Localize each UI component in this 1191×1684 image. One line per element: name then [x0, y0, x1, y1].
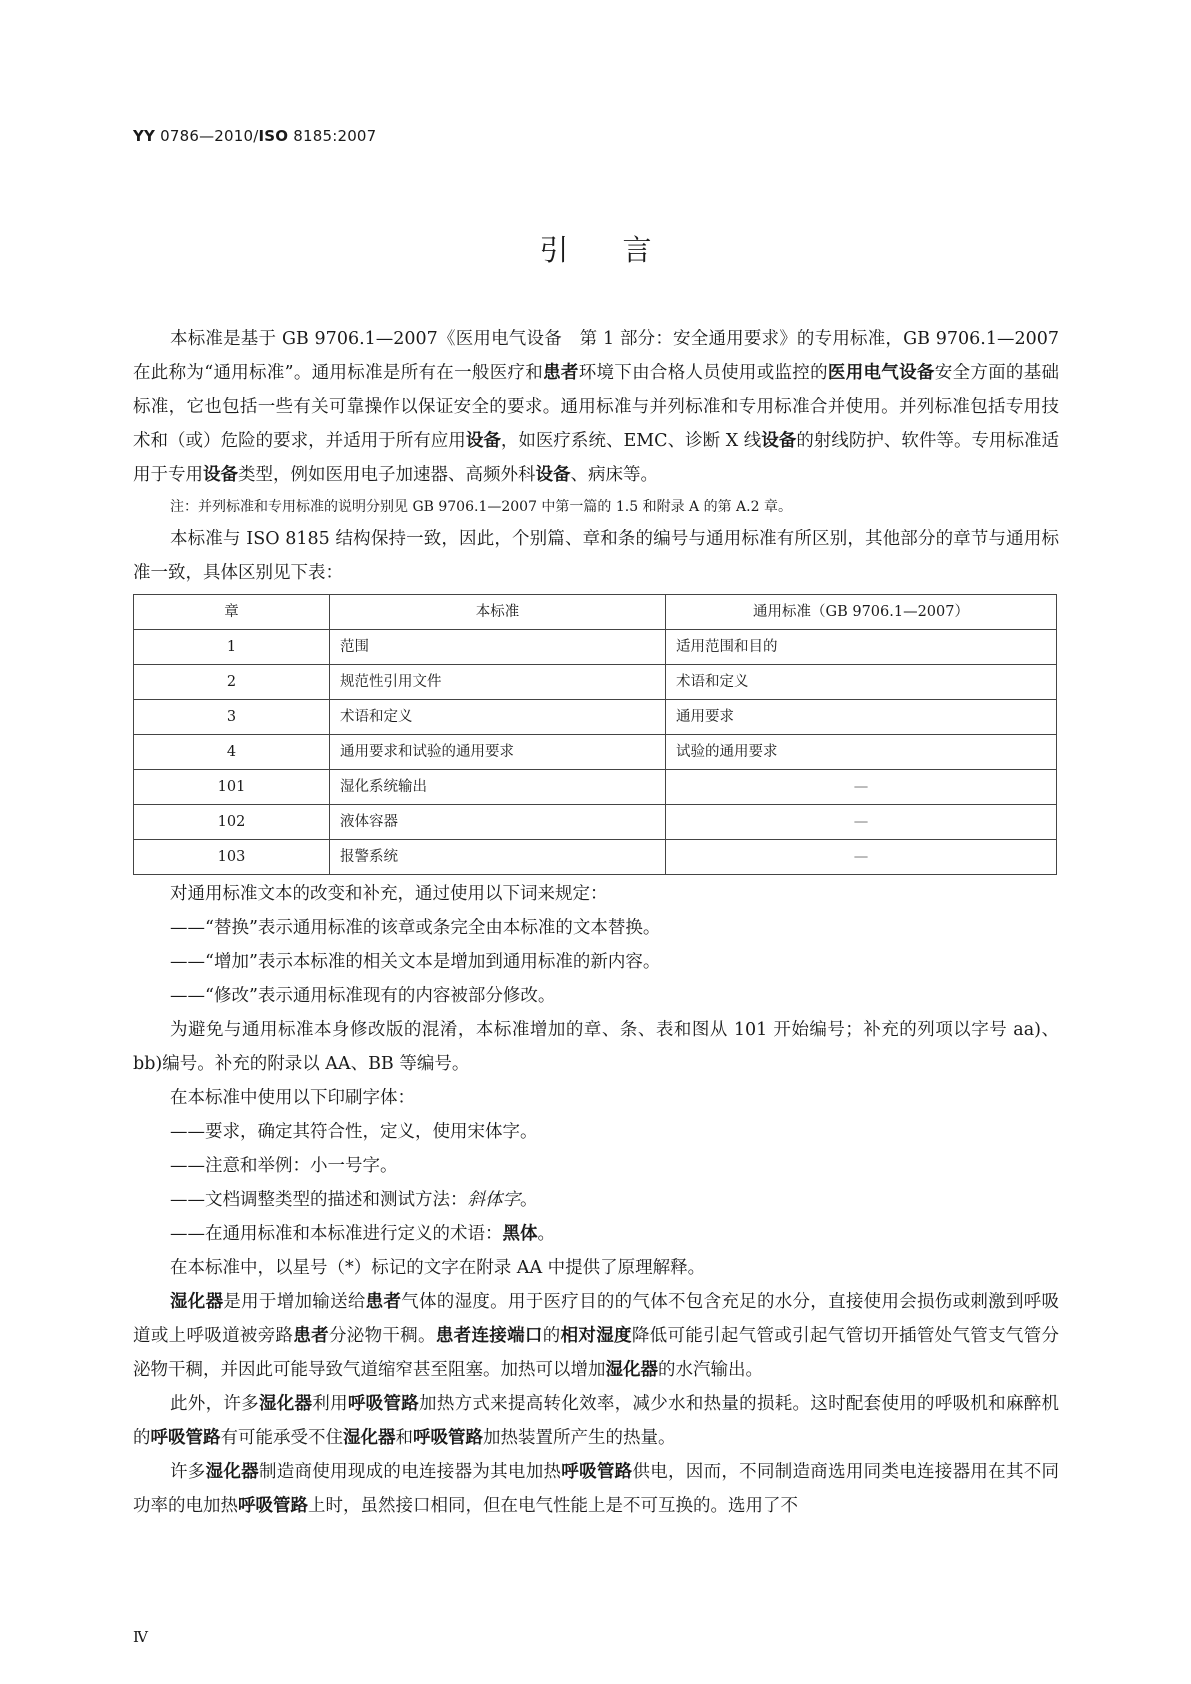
cell-general-standard: 试验的通用要求 — [666, 735, 1057, 770]
table-row — [134, 700, 1057, 735]
intro-paragraph-4: 为避免与通用标准本身修改版的混淆，本标准增加的章、条、表和图从 101 开始编号；补充的列项以字号 aa)、bb)编号。补充的附录以 AA、BB 等编号。 — [133, 1020, 1059, 1074]
cell-general-standard: 术语和定义 — [666, 665, 1057, 700]
table-row — [134, 840, 1057, 875]
table-row — [134, 735, 1057, 770]
list-item-font-notes: ——注意和举例：小一号字。 — [170, 1156, 398, 1176]
cell-chapter: 4 — [134, 735, 330, 770]
table-row — [134, 770, 1057, 805]
note: 注：并列标准和专用标准的说明分别见 GB 9706.1—2007 中第一篇的 1.5 和附录 A 的第 A.2 章。 — [170, 499, 792, 515]
document-body — [133, 322, 1059, 1523]
list-item-font-tests: ——文档调整类型的描述和测试方法：斜体字。 — [170, 1190, 538, 1210]
intro-paragraph-3: 对通用标准文本的改变和补充，通过使用以下词来规定： — [170, 884, 608, 904]
intro-paragraph-6: 在本标准中，以星号（*）标记的文字在附录 AA 中提供了原理解释。 — [170, 1258, 706, 1278]
cell-chapter: 102 — [134, 805, 330, 840]
cell-chapter: 103 — [134, 840, 330, 875]
intro-paragraph-7: 湿化器是用于增加输送给患者气体的湿度。用于医疗目的的气体不包含充足的水分，直接使用会损伤或刺激到呼吸道或上呼吸道被旁路患者分泌物干稠。患者连接端口的相对湿度降低可能引起气管或引起气管切开插管处气管支气管分泌物干稠，并因此可能导致气道缩窄甚至阻塞。加热可以增加湿化器的水汽输出。 — [133, 1292, 1060, 1380]
cell-chapter: 2 — [134, 665, 330, 700]
cell-this-standard: 湿化系统输出 — [330, 770, 666, 805]
cell-general-standard: 通用要求 — [666, 700, 1057, 735]
cell-general-standard: — — [666, 770, 1057, 805]
list-item-font-terms: ——在通用标准和本标准进行定义的术语：黑体。 — [170, 1224, 555, 1244]
header-this-standard: 本标准 — [330, 595, 666, 630]
cell-this-standard: 报警系统 — [330, 840, 666, 875]
intro-paragraph-5: 在本标准中使用以下印刷字体： — [170, 1088, 415, 1108]
page-number: Ⅳ — [133, 1628, 148, 1646]
table-header-row — [134, 595, 1057, 630]
table-row — [134, 665, 1057, 700]
table-row — [134, 630, 1057, 665]
header-chapter: 章 — [134, 595, 330, 630]
cell-this-standard: 范围 — [330, 630, 666, 665]
cell-chapter: 1 — [134, 630, 330, 665]
cell-this-standard: 液体容器 — [330, 805, 666, 840]
intro-paragraph-1: 本标准是基于 GB 9706.1—2007《医用电气设备 第 1 部分：安全通用要求》的专用标准，GB 9706.1—2007 在此称为“通用标准”。通用标准是所有在一般医疗和患者环境下由合格人员使用或监控的医用电气设备安全方面的基础标准，它也包括一些有关可靠操作以保证安全的要求。通用标准与并列标准和专用标准合并使用。并列标准包括专用技术和（或）危险的要求，并适用于所有应用设备，如医疗系统、EMC、诊断 X 线设备的射线防护、软件等。专用标准适用于专用设备类型，例如医用电子加速器、高频外科设备、病床等。 — [133, 329, 1060, 485]
list-item-add: ——“增加”表示本标准的相关文本是增加到通用标准的新内容。 — [170, 952, 661, 972]
intro-paragraph-8: 此外，许多湿化器利用呼吸管路加热方式来提高转化效率，减少水和热量的损耗。这时配套使用的呼吸机和麻醉机的呼吸管路有可能承受不住湿化器和呼吸管路加热装置所产生的热量。 — [133, 1394, 1060, 1448]
cell-chapter: 101 — [134, 770, 330, 805]
list-item-replace: ——“替换”表示通用标准的该章或条完全由本标准的文本替换。 — [170, 918, 661, 938]
cell-this-standard: 规范性引用文件 — [330, 665, 666, 700]
table-row — [134, 805, 1057, 840]
cell-this-standard: 术语和定义 — [330, 700, 666, 735]
cell-general-standard: — — [666, 805, 1057, 840]
list-item-font-requirements: ——要求，确定其符合性，定义，使用宋体字。 — [170, 1122, 538, 1142]
cell-this-standard: 通用要求和试验的通用要求 — [330, 735, 666, 770]
chapter-comparison-table — [133, 594, 1057, 875]
cell-general-standard: 适用范围和目的 — [666, 630, 1057, 665]
intro-paragraph-2: 本标准与 ISO 8185 结构保持一致，因此，个别篇、章和条的编号与通用标准有所区别，其他部分的章节与通用标准一致，具体区别见下表： — [133, 529, 1059, 583]
cell-chapter: 3 — [134, 700, 330, 735]
page-title: 引言 — [539, 233, 706, 267]
intro-paragraph-9: 许多湿化器制造商使用现成的电连接器为其电加热呼吸管路供电，因而，不同制造商选用同类电连接器用在其不同功率的电加热呼吸管路上时，虽然接口相同，但在电气性能上是不可互换的。选用了不 — [133, 1462, 1060, 1516]
list-item-modify: ——“修改”表示通用标准现有的内容被部分修改。 — [170, 986, 556, 1006]
cell-general-standard: — — [666, 840, 1057, 875]
document-code: YY 0786—2010/ISO 8185:2007 — [133, 127, 377, 145]
header-general-standard: 通用标准（GB 9706.1—2007） — [666, 595, 1057, 630]
